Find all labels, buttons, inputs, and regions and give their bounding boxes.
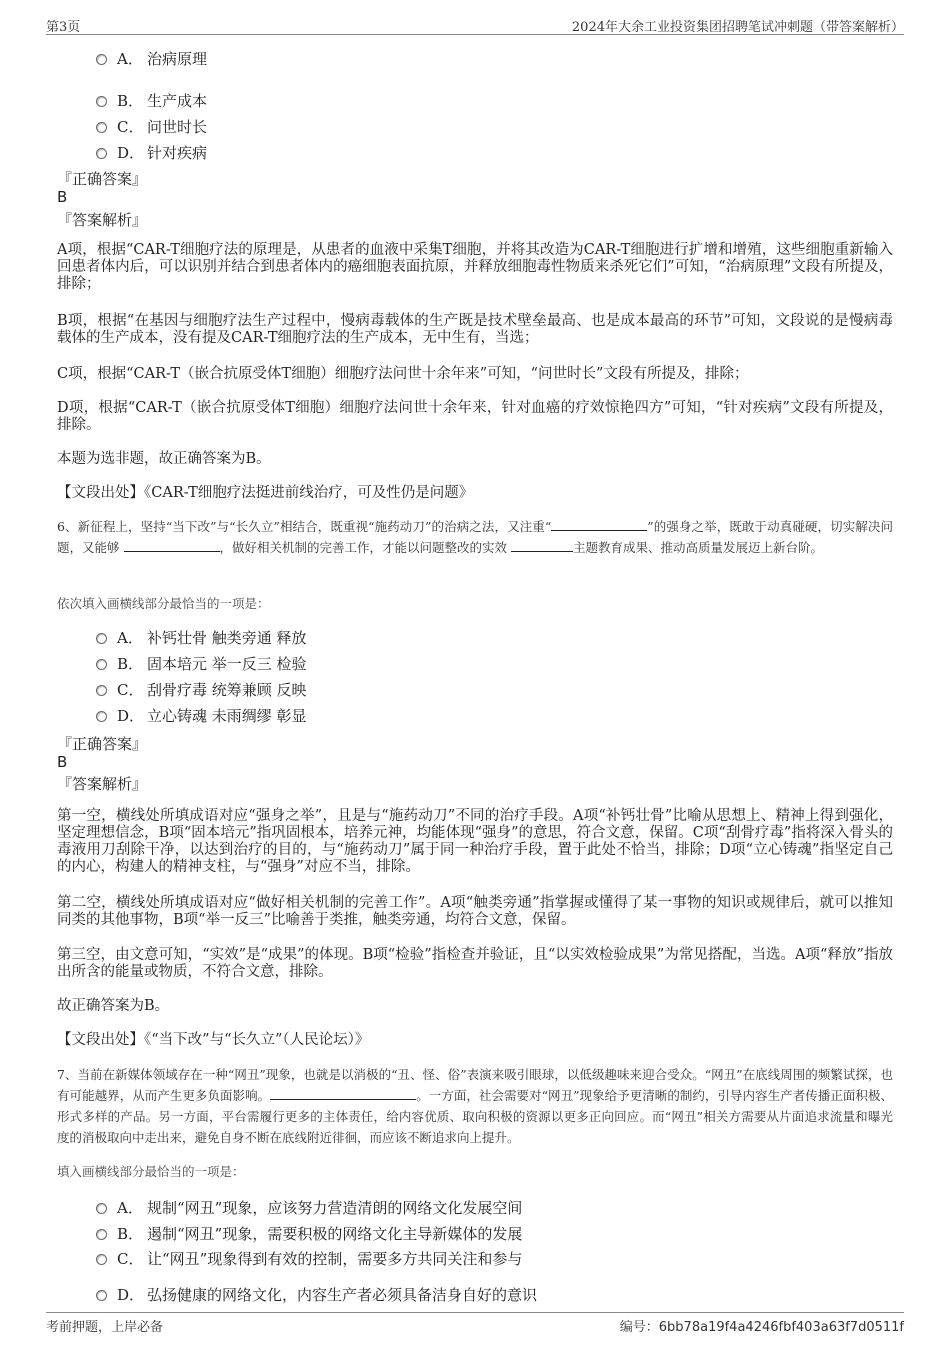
q5-answer-label: 『正确答案』	[57, 170, 148, 188]
q6-stem: 6、新征程上，坚持“当下改”与“长久立”相结合，既重视“施药动刀”的治病之法，又注重“ ”的强身之举，既敢于动真碰硬，切实解决问题，又能够 ，做好相关机制的完善工作，才能以问题整改的实效 主题教育成果、推动高质量发展迈上新台阶。	[57, 516, 893, 558]
q5-analysis-label: 『答案解析』	[57, 211, 148, 229]
radio-icon[interactable]	[96, 685, 107, 696]
q7-option-b[interactable]: B． 遏制“网丑”现象，需要积极的网络文化主导新媒体的发展	[96, 1223, 522, 1245]
q7-option-a[interactable]: A． 规制“网丑”现象，应该努力营造清朗的网络文化发展空间	[96, 1197, 522, 1219]
radio-icon[interactable]	[96, 1229, 107, 1240]
radio-icon[interactable]	[96, 659, 107, 670]
blank-line	[511, 537, 573, 552]
q6-option-b[interactable]: B． 固本培元 举一反三 检验	[96, 653, 307, 675]
page-header	[46, 12, 904, 35]
radio-icon[interactable]	[96, 148, 107, 159]
q5-option-c[interactable]: C． 问世时长	[96, 116, 207, 138]
q6-analysis-label: 『答案解析』	[57, 775, 148, 793]
q6-conclusion: 故正确答案为B。	[57, 998, 170, 1014]
q5-analysis-d: D项，根据“CAR-T（嵌合抗原受体T细胞）细胞疗法问世十余年来，针对血癌的疗效惊艳四方”可知，“针对疾病”文段有所提及，排除。	[57, 400, 893, 433]
radio-icon[interactable]	[96, 1203, 107, 1214]
q6-source: 【文段出处】《“当下改”与“长久立”（人民论坛）》	[57, 1032, 370, 1048]
footer-slogan: 考前押题，上岸必备	[46, 1320, 164, 1335]
q5-analysis-c: C项，根据“CAR-T（嵌合抗原受体T细胞）细胞疗法问世十余年来”可知，“问世时长”文段有所提及，排除；	[57, 366, 749, 382]
q7-prompt: 填入画横线部分最恰当的一项是：	[57, 1164, 245, 1179]
radio-icon[interactable]	[96, 1290, 107, 1301]
page-footer	[46, 1312, 904, 1335]
radio-icon[interactable]	[96, 54, 107, 65]
q6-option-d[interactable]: D． 立心铸魂 未雨绸缪 彰显	[96, 705, 307, 727]
q6-option-c[interactable]: C． 刮骨疗毒 统筹兼顾 反映	[96, 679, 307, 701]
document-code: 编号：6bb78a19f4a4246fbf403a63f7d0511f	[619, 1320, 904, 1335]
blank-line	[124, 537, 220, 552]
q6-answer-label: 『正确答案』	[57, 735, 148, 753]
q5-analysis-a: A项，根据“CAR-T细胞疗法的原理是，从患者的血液中采集T细胞，并将其改造为CAR-T细胞进行扩增和增殖，这些细胞重新输入回患者体内后，可以识别并结合到患者体内的癌细胞表面抗原，并释放细胞毒性物质来杀死它们”可知，“治病原理”文段有所提及，排除；	[57, 242, 893, 292]
page-number: 第3页	[46, 20, 81, 35]
q6-analysis-2: 第二空，横线处所填成语对应“做好相关机制的完善工作”。A项“触类旁通”指掌握或懂得了某一事物的知识或规律后，就可以推知同类的其他事物，B项“举一反三”比喻善于类推，触类旁通，均符合文意，保留。	[57, 895, 893, 928]
blank-line	[551, 516, 647, 531]
radio-icon[interactable]	[96, 711, 107, 722]
q5-source: 【文段出处】《CAR-T细胞疗法挺进前线治疗，可及性仍是问题》	[57, 485, 474, 501]
q5-answer: B	[57, 188, 68, 206]
radio-icon[interactable]	[96, 633, 107, 644]
q5-analysis-b: B项，根据“在基因与细胞疗法生产过程中，慢病毒载体的生产既是技术壁垒最高、也是成本最高的环节”可知，文段说的是慢病毒载体的生产成本，没有提及CAR-T细胞疗法的生产成本，无中生有，当选；	[57, 313, 893, 346]
q6-prompt: 依次填入画横线部分最恰当的一项是：	[57, 596, 270, 611]
radio-icon[interactable]	[96, 1254, 107, 1265]
radio-icon[interactable]	[96, 96, 107, 107]
q6-analysis-3: 第三空，由文意可知，“实效”是“成果”的体现。B项“检验”指检查并验证，且“以实效检验成果”为常见搭配，当选。A项“释放”指放出所含的能量或物质，不符合文意，排除。	[57, 947, 893, 980]
q6-answer: B	[57, 753, 68, 771]
q7-stem: 7、当前在新媒体领域存在一种“网丑”现象，也就是以消极的“丑、怪、俗”表演来吸引眼球，以低级趣味来迎合受众。“网丑”在底线周围的频繁试探，也有可能越界，从而产生更多负面影响。 。一方面，社会需要对“网丑”现象给予更清晰的制约，引导内容生产者传播正面积极、形式多样的产品。另一方面，平台需履行更多的主体责任，给内容优质、取向积极的资源以更多正向回应。而“网丑”相关方需要从片面追求流量和曝光度的消极取向中走出来，避免自身不断在底线附近徘徊，而应该不断追求向上提升。	[57, 1067, 893, 1145]
q7-option-d[interactable]: D． 弘扬健康的网络文化，内容生产者必须具备洁身自好的意识	[96, 1284, 537, 1306]
q7-option-c[interactable]: C． 让“网丑”现象得到有效的控制，需要多方共同关注和参与	[96, 1248, 522, 1270]
document-title: 2024年大余工业投资集团招聘笔试冲刺题（带答案解析）	[571, 20, 904, 35]
q5-conclusion: 本题为选非题，故正确答案为B。	[57, 451, 271, 467]
radio-icon[interactable]	[96, 122, 107, 133]
blank-line	[270, 1085, 416, 1100]
q5-option-a[interactable]: A． 治病原理	[96, 48, 207, 70]
q5-option-d[interactable]: D． 针对疾病	[96, 142, 207, 164]
q6-analysis-1: 第一空，横线处所填成语对应“强身之举”，且是与“施药动刀”不同的治疗手段。A项“补钙壮骨”比喻从思想上、精神上得到强化，坚定理想信念，B项“固本培元”指巩固根本，培养元神，均能体现“强身”的意思，符合文意，保留。C项“刮骨疗毒”指将深入骨头的毒液用刀刮除干净，以达到治疗的目的，与“施药动刀”属于同一种治疗手段，置于此处不恰当，排除；D项“立心铸魂”指坚定自己的内心，构建人的精神支柱，与“强身”对应不当，排除。	[57, 808, 893, 875]
q6-option-a[interactable]: A． 补钙壮骨 触类旁通 释放	[96, 627, 307, 649]
q5-option-b[interactable]: B． 生产成本	[96, 90, 207, 112]
